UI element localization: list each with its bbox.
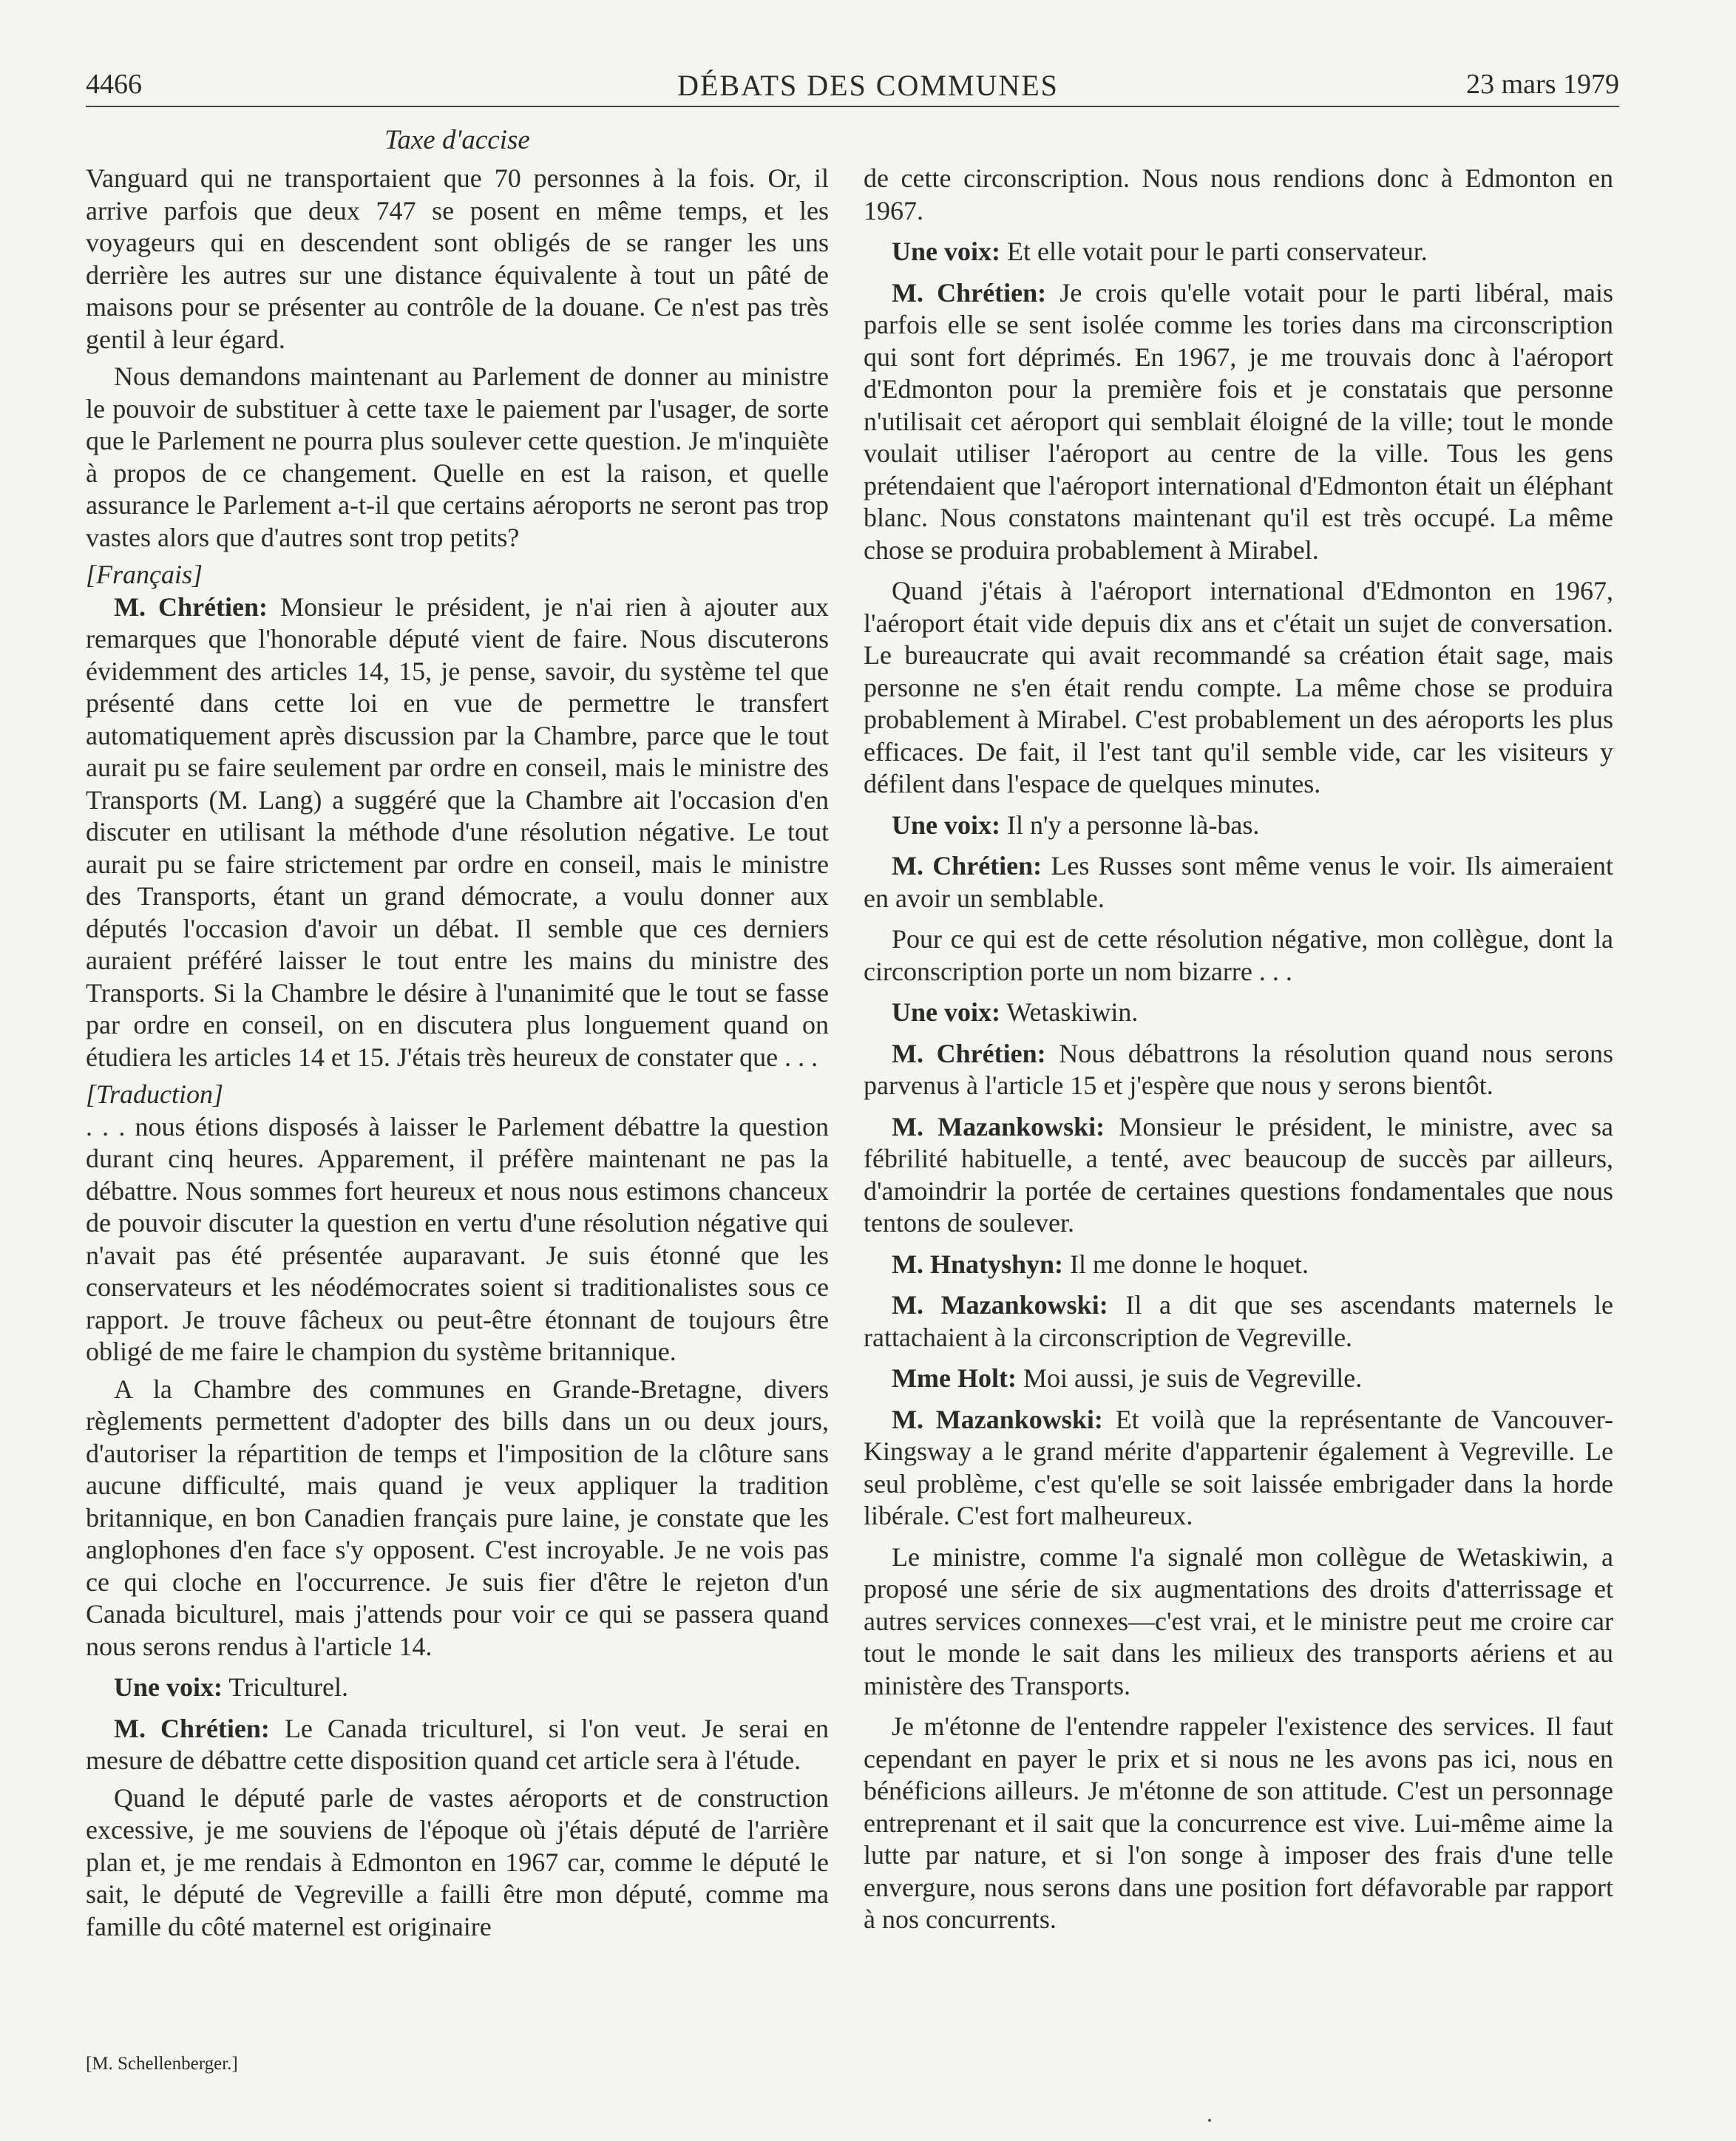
paragraph	[86, 591, 829, 1074]
paragraph	[86, 1672, 829, 1704]
speaker-name: M. Mazankowski:	[892, 1404, 1103, 1434]
paragraph	[864, 277, 1613, 567]
paragraph-text: Monsieur le président, le ministre, avec sa fébrilité habituelle, a tenté, avec beaucoup de succès par ailleurs, d'amoindrir la portée de certaines questions fondamentales que nous tentons de soulever.	[864, 1111, 1614, 1238]
paragraph-text: [Traduction]	[86, 1079, 224, 1109]
speaker-name: M. Chrétien:	[892, 277, 1047, 308]
paragraph-text: Quand le député parle de vastes aéroports et de construction excessive, je me souviens de l'époque où j'étais député de l'arrière plan et, je me rendais à Edmonton en 1967 car, comme le député le sait, le député de Vegreville a failli être mon député, comme ma famille du côté maternel est originaire	[86, 1782, 829, 1941]
paragraph	[864, 1711, 1613, 1936]
paragraph-text: Je m'étonne de l'entendre rappeler l'existence des services. Il faut cependant en payer le prix et si nous ne les avons pas ici, nous en bénéficions ailleurs. Je m'étonne de son attitude. C'est un personnage entreprenant et il sait que la concurrence est vive. Lui-même aime la lutte par nature, et si l'on songe à imposer des frais d'une telle envergure, nous serons dans une position fort défavorable par rapport à nos concurrents.	[864, 1711, 1613, 1934]
speaker-name: M. Chrétien:	[892, 1038, 1046, 1068]
speaker-name: M. Chrétien:	[114, 1713, 270, 1743]
paragraph-text: Moi aussi, je suis de Vegreville.	[1023, 1363, 1363, 1393]
language-marker	[86, 1079, 829, 1111]
paragraph	[864, 1541, 1613, 1703]
speaker-name: Une voix:	[892, 810, 1000, 840]
paragraph-text: Pour ce qui est de cette résolution négative, mon collègue, dont la circonscription porte un nom bizarre . . .	[864, 924, 1613, 986]
paragraph-text: de cette circonscription. Nous nous rendions donc à Edmonton en 1967.	[864, 163, 1613, 225]
footer-note: [M. Schellenberger.]	[86, 2054, 238, 2074]
paragraph-text: Monsieur le président, je n'ai rien à ajouter aux remarques que l'honorable député vient de faire. Nous discuterons évidemment des articles 14, 15, je pense, savoir, du système tel que présenté dans cette loi en vue de permettre le transfert automatiquement après discussion par la Chambre, parce que le tout aurait pu se faire seulement par ordre en conseil, mais le ministre des Transports (M. Lang) a suggéré que la Chambre ait l'occasion d'en discuter en utilisant la méthode d'une résolution négative. Le tout aurait pu se faire strictement par ordre en conseil, mais le ministre des Transports, étant un grand démocrate, a voulu donner aux députés l'occasion d'avoir un débat. Il semble que ces derniers auraient préféré laisser le tout entre les mains du ministre des Transports. Si la Chambre le désire à l'unanimité que le tout se fasse par ordre en conseil, on en discutera plus longuement quand on étudiera les articles 14 et 15. J'étais très heureux de constater que . . .	[86, 591, 830, 1072]
paragraph-text: Il a dit que ses ascendants maternels le rattachaient à la circonscription de Vegreville.	[864, 1290, 1613, 1352]
speaker-name: M. Mazankowski:	[892, 1290, 1108, 1320]
paragraph	[86, 1111, 829, 1368]
paragraph-text: Nous débattrons la résolution quand nous serons parvenus à l'article 15 et j'espère que nous y serons bientôt.	[864, 1038, 1614, 1100]
paragraph-text: Vanguard qui ne transportaient que 70 personnes à la fois. Or, il arrive parfois que deux 747 se posent en même temps, et les voyageurs qui en descendent sont obligés de se ranger les uns derrière les autres sur une distance équivalente à tout un pâté de maisons pour se présenter au contrôle de la douane. Ce n'est pas très gentil à leur égard.	[86, 163, 829, 354]
right-column	[864, 163, 1613, 1941]
paragraph	[864, 1111, 1613, 1240]
topic-heading: Taxe d'accise	[384, 125, 530, 155]
paragraph	[864, 1289, 1613, 1354]
paragraph-text: Quand j'étais à l'aéroport international d'Edmonton en 1967, l'aéroport était vide depuis dix ans et c'était un sujet de conversation. Le bureaucrate qui avait recommandé sa création était sage, mais personne ne s'en était rendu compte. La même chose se produira probablement à Mirabel. C'est probablement un des aéroports les plus efficaces. De fait, il l'est tant qu'il semble vide, car les visiteurs y défilent dans l'espace de quelques minutes.	[864, 576, 1613, 798]
paragraph	[864, 923, 1613, 988]
paragraph-text: Wetaskiwin.	[1006, 997, 1139, 1027]
header-rule	[86, 106, 1619, 107]
paragraph-text: Et voilà que la représentante de Vancouver-Kingsway a le grand mérite d'appartenir également à Vegreville. Le seul problème, c'est qu'elle se soit laissée embrigader dans la horde libérale. C'est fort malheureux.	[864, 1404, 1614, 1530]
paragraph	[864, 1363, 1613, 1395]
speaker-name: M. Hnatyshyn:	[892, 1249, 1064, 1279]
paragraph	[864, 997, 1613, 1029]
paragraph	[86, 1782, 829, 1944]
paragraph	[864, 1249, 1613, 1281]
speaker-name: Mme Holt:	[892, 1363, 1017, 1393]
paragraph-text: . . . nous étions disposés à laisser le Parlement débattre la question durant cinq heures. Apparement, il préfère maintenant ne pas la débattre. Nous sommes fort heureux et nous nous estimons chanceux de pouvoir discuter la question en vertu d'une résolution négative qui n'avait pas été présentée auparavant. Je suis étonné que les conservateurs et les néodémocrates soient si traditionalistes sous ce rapport. Je trouve fâcheux ou peut-être étonnant de toujours être obligé de me faire le champion du système britannique.	[86, 1111, 829, 1366]
paragraph	[864, 1038, 1613, 1102]
speaker-name: M. Chrétien:	[114, 591, 268, 622]
paragraph	[86, 1713, 829, 1777]
paragraph-text: Le ministre, comme l'a signalé mon collègue de Wetaskiwin, a proposé une série de six augmentations des droits d'atterrissage et autres services connexes—c'est vrai, et le ministre peut me croire car tout le monde le sait dans les milieux des transports aériens et au ministère des Transports.	[864, 1541, 1613, 1700]
speaker-name: M. Mazankowski:	[892, 1111, 1105, 1141]
paragraph	[864, 163, 1613, 227]
left-column	[86, 163, 829, 1948]
paragraph-text: A la Chambre des communes en Grande-Bretagne, divers règlements permettent d'adopter des bills dans un ou deux jours, d'autoriser la répartition de temps et l'imposition de la clôture sans aucune difficulté, mais quand je veux appliquer la tradition britannique, en bon Canadien français pure laine, je constate que les anglophones d'en face s'y opposent. C'est incroyable. Je ne vois pas ce qui cloche en l'occurrence. Je suis fier d'être le rejeton d'un Canada biculturel, mais j'attends pour voir ce qui se passera quand nous serons rendus à l'article 14.	[86, 1374, 829, 1661]
paragraph	[86, 1374, 829, 1663]
speaker-name: Une voix:	[114, 1672, 223, 1702]
paragraph	[86, 163, 829, 356]
paragraph	[864, 575, 1613, 801]
paragraph-text: Le Canada triculturel, si l'on veut. Je serai en mesure de débattre cette disposition quand cet article sera à l'étude.	[86, 1713, 830, 1775]
paragraph-text: Il me donne le hoquet.	[1070, 1249, 1309, 1279]
paragraph	[864, 850, 1613, 915]
paragraph-text: Et elle votait pour le parti conservateur.	[1007, 237, 1428, 266]
speaker-name: Une voix:	[892, 237, 1000, 266]
language-marker	[86, 559, 829, 591]
print-speck	[1208, 2119, 1211, 2122]
paragraph-text: [Français]	[86, 560, 203, 589]
paragraph	[86, 361, 829, 554]
speaker-name: Une voix:	[892, 997, 1000, 1027]
page-date: 23 mars 1979	[1466, 69, 1619, 100]
paragraph-text: Il n'y a personne là-bas.	[1007, 810, 1260, 840]
paragraph	[864, 810, 1613, 842]
paragraph-text: Je crois qu'elle votait pour le parti libéral, mais parfois elle se sent isolée comme les tories dans ma circonscription qui sont fort déprimés. En 1967, je me trouvais donc à l'aéroport d'Edmonton pour la première fois et je constatais que personne n'utilisait cet aéroport qui semblait éloigné de la ville; tout le monde voulait utiliser l'aéroport au centre de la ville. Tous les gens prétendaient que l'aéroport international d'Edmonton était un éléphant blanc. Nous constatons maintenant qu'il est très occupé. La même chose se produira probablement à Mirabel.	[864, 277, 1614, 565]
paragraph-text: Nous demandons maintenant au Parlement de donner au ministre le pouvoir de substituer à cette taxe le paiement par l'usager, de sorte que le Parlement ne pourra plus soulever cette question. Je m'inquiète à propos de ce changement. Quelle en est la raison, et quelle assurance le Parlement a-t-il que certains aéroports ne seront pas trop vastes alors que d'autres sont trop petits?	[86, 362, 829, 552]
paragraph	[864, 1404, 1613, 1533]
paragraph-text: Les Russes sont même venus le voir. Ils aimeraient en avoir un semblable.	[864, 851, 1614, 913]
speaker-name: M. Chrétien:	[892, 851, 1042, 881]
page-number: 4466	[86, 69, 142, 100]
paragraph	[864, 236, 1613, 268]
paragraph-text: Triculturel.	[228, 1672, 349, 1702]
publication-title: DÉBATS DES COMMUNES	[677, 69, 1059, 102]
